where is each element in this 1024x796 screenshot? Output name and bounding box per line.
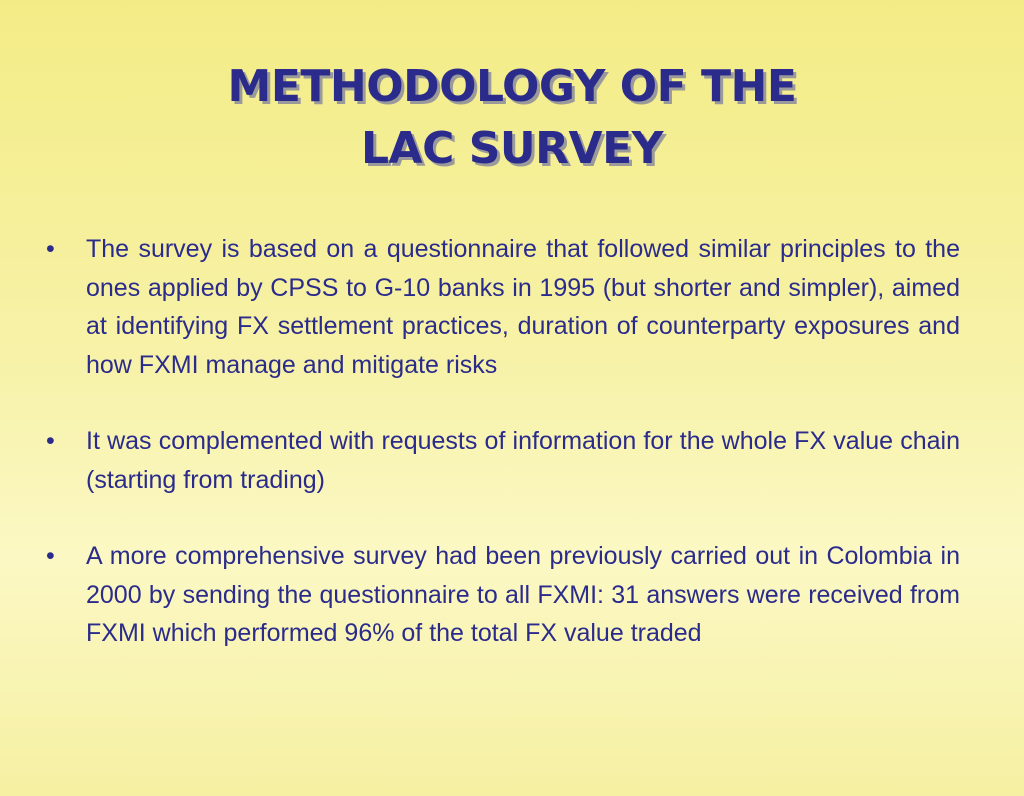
bullet-text: The survey is based on a questionnaire that followed similar principles to the ones applied by CPSS to G-10 banks in 1995 (but shorter and simpler), aimed at identifying FX settlement practices, duration of counterparty exposures and how FXMI manage and mitigate risks xyxy=(86,235,960,379)
title-line-1: METHODOLOGY OF THE xyxy=(227,61,797,112)
bullet-item xyxy=(46,422,960,499)
bullet-item xyxy=(46,537,960,653)
bullet-text: It was complemented with requests of information for the whole FX value chain (starting from trading) xyxy=(86,427,960,494)
bullet-marker: • xyxy=(46,235,55,263)
title-line-2: LAC SURVEY xyxy=(361,123,663,174)
bullet-item xyxy=(46,230,960,384)
slide-title xyxy=(0,56,1024,180)
bullet-marker: • xyxy=(46,542,55,570)
bullet-marker: • xyxy=(46,427,55,455)
bullet-text: A more comprehensive survey had been previously carried out in Colombia in 2000 by sending the questionnaire to all FXMI: 31 answers were received from FXMI which performed 96% of the total FX value traded xyxy=(86,542,960,647)
bullet-list xyxy=(46,230,960,653)
